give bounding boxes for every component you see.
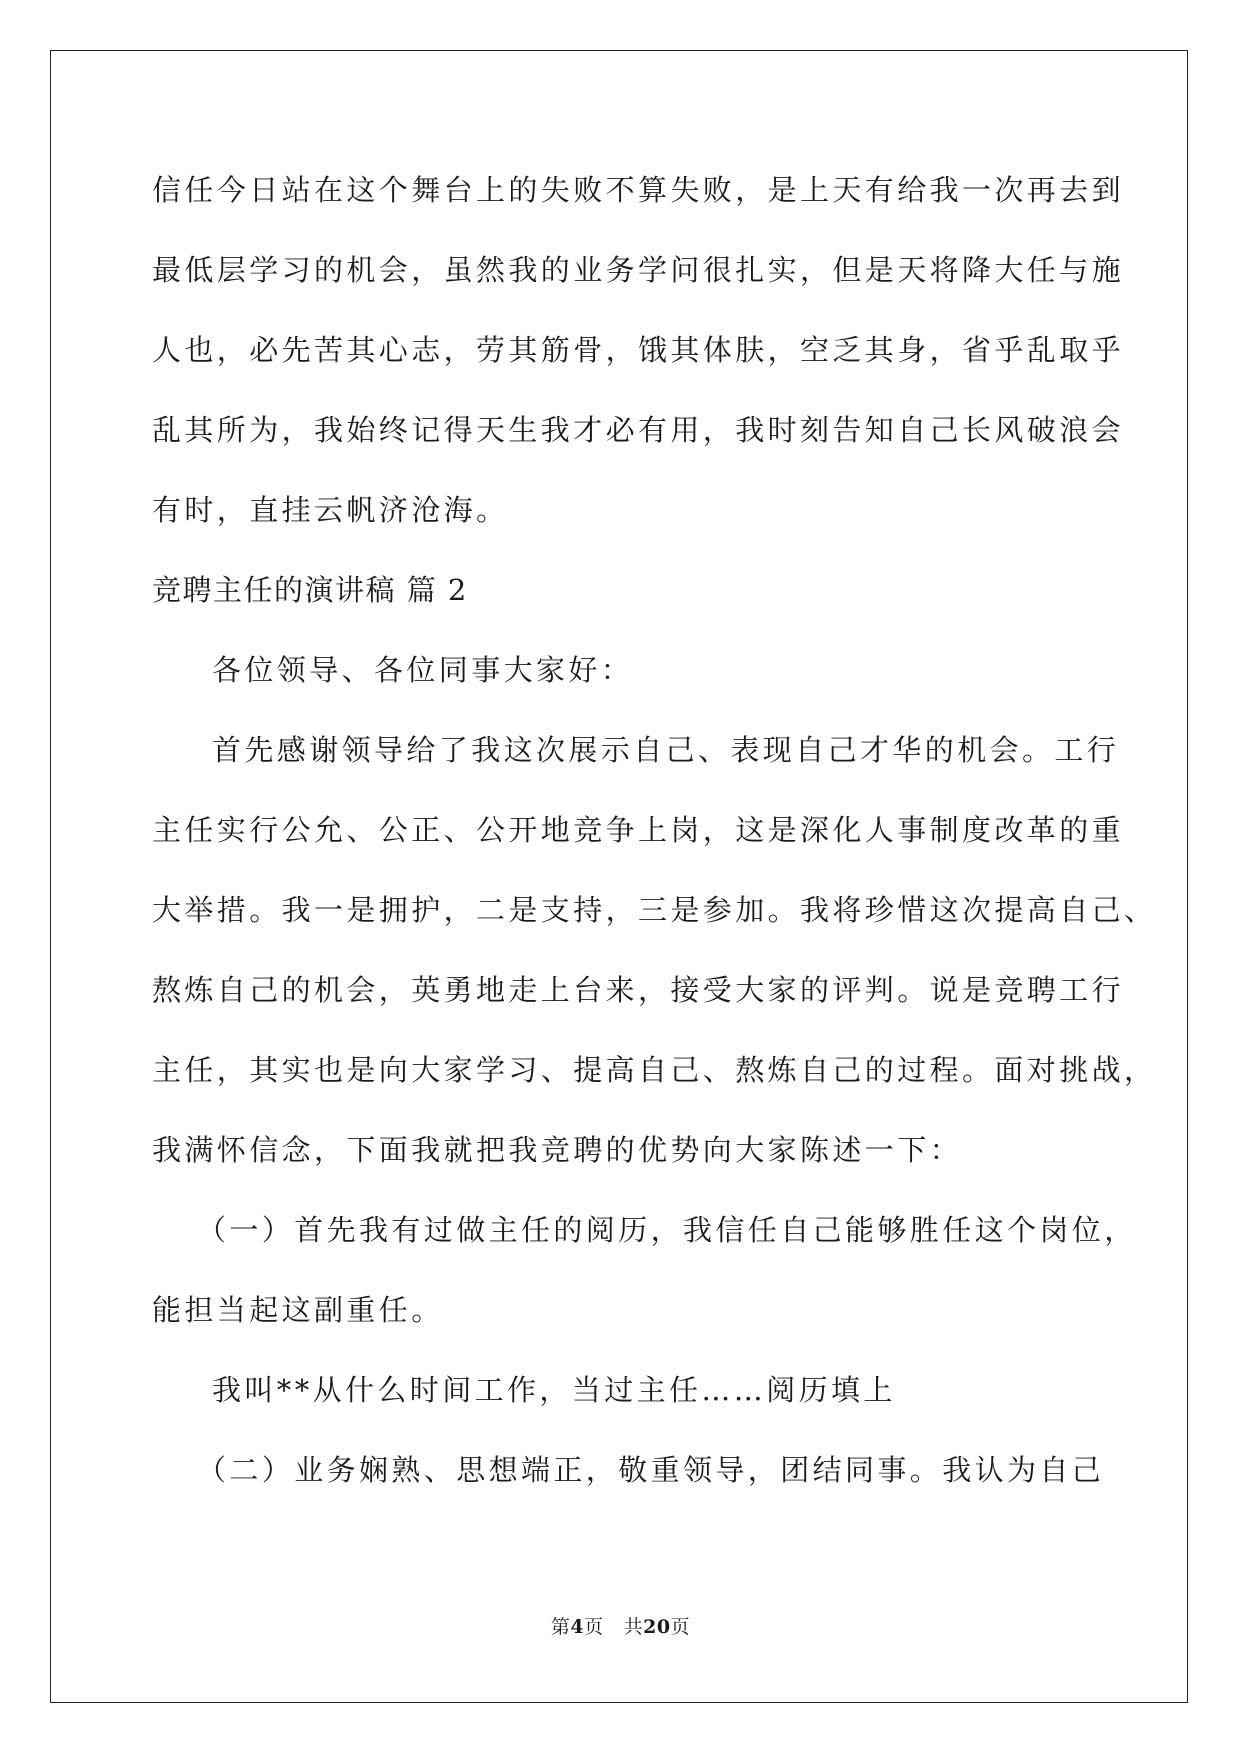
text-line-9: 主任实行公允、公正、公开地竞争上岗，这是深化人事制度改革的重 bbox=[152, 813, 1125, 847]
salutation: 各位领导、各位同事大家好： bbox=[212, 653, 634, 687]
section-heading: 竞聘主任的演讲稿 篇 2 bbox=[152, 573, 468, 607]
text-line-4: 乱其所为，我始终记得天生我才必有用，我时刻告知自己长风破浪会 bbox=[152, 413, 1125, 447]
text-line-2: 最低层学习的机会，虽然我的业务学问很扎实，但是天将降大任与施 bbox=[152, 253, 1125, 287]
page-number: 4 bbox=[570, 1616, 585, 1638]
text-line-16: 我叫**从什么时间工作，当过主任……阅历填上 bbox=[212, 1373, 896, 1407]
text-line-3: 人也，必先苦其心志，劳其筋骨，饿其体肤，空乏其身，省乎乱取乎 bbox=[152, 333, 1125, 367]
text-line-17: （二）业务娴熟、思想端正，敬重领导，团结同事。我认为自己 bbox=[197, 1453, 1105, 1487]
text-line-1: 信任今日站在这个舞台上的失败不算失败，是上天有给我一次再去到 bbox=[152, 173, 1125, 207]
text-line-13: 我满怀信念，下面我就把我竞聘的优势向大家陈述一下： bbox=[152, 1133, 963, 1167]
text-line-15: 能担当起这副重任。 bbox=[152, 1293, 444, 1327]
total-pages: 20 bbox=[643, 1616, 671, 1638]
text-line-12: 主任，其实也是向大家学习、提高自己、熬炼自己的过程。面对挑战， bbox=[152, 1053, 1157, 1087]
page-footer bbox=[0, 1615, 1241, 1639]
page-prefix: 第 bbox=[550, 1616, 571, 1638]
page-suffix: 页 bbox=[584, 1616, 604, 1638]
text-line-5: 有时，直挂云帆济沧海。 bbox=[152, 493, 509, 527]
text-line-14: （一）首先我有过做主任的阅历，我信任自己能够胜任这个岗位， bbox=[197, 1213, 1137, 1247]
text-line-11: 熬炼自己的机会，英勇地走上台来，接受大家的评判。说是竞聘工行 bbox=[152, 973, 1125, 1007]
text-line-8: 首先感谢领导给了我这次展示自己、表现自己才华的机会。工行 bbox=[212, 733, 1120, 767]
total-suffix: 页 bbox=[670, 1616, 691, 1638]
total-prefix: 共 bbox=[623, 1616, 644, 1638]
text-line-10: 大举措。我一是拥护，二是支持，三是参加。我将珍惜这次提高自己、 bbox=[152, 893, 1157, 927]
